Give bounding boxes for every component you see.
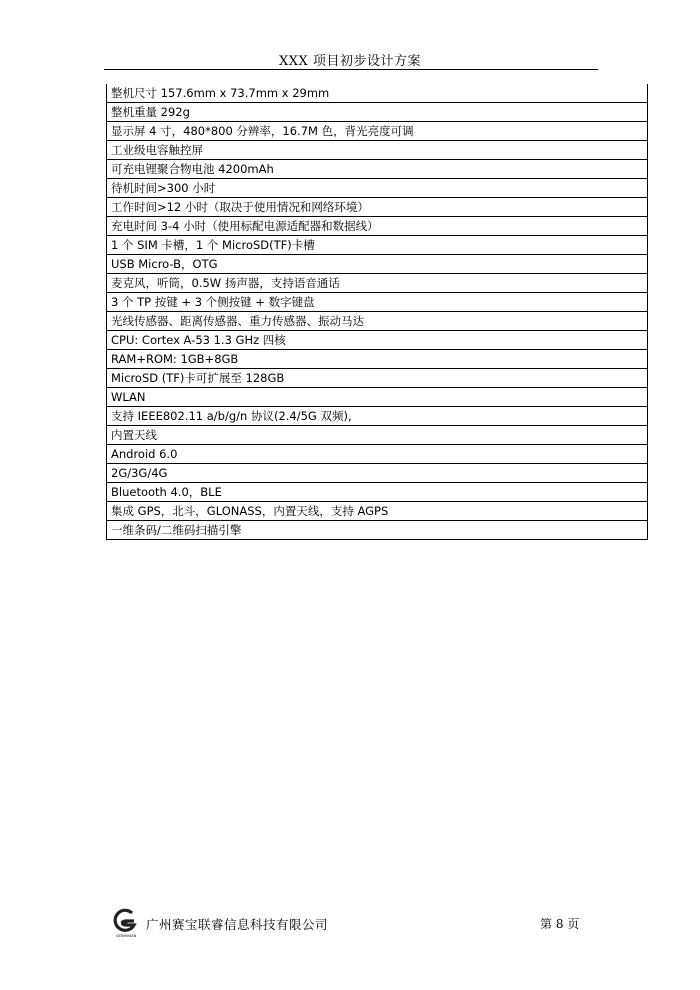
spec-cell: 充电时间 3-4 小时（使用标配电源适配器和数据线）: [107, 217, 648, 236]
document-title: XXX 项目初步设计方案: [279, 54, 421, 69]
table-row: [107, 369, 648, 388]
spec-table: [106, 84, 648, 540]
spec-cell: 整机尺寸 157.6mm x 73.7mm x 29mm: [107, 84, 648, 103]
table-row: [107, 84, 648, 103]
table-row: [107, 483, 648, 502]
table-row: [107, 293, 648, 312]
spec-cell: Bluetooth 4.0，BLE: [107, 483, 648, 502]
table-row: [107, 502, 648, 521]
table-row: [107, 103, 648, 122]
table-row: [107, 350, 648, 369]
spec-cell: RAM+ROM: 1GB+8GB: [107, 350, 648, 369]
table-row: [107, 198, 648, 217]
company-logo: [112, 908, 140, 938]
page-number: 第 8 页: [540, 917, 580, 931]
table-row: [107, 122, 648, 141]
spec-cell: 待机时间>300 小时: [107, 179, 648, 198]
table-row: [107, 255, 648, 274]
spec-cell: 2G/3G/4G: [107, 464, 648, 483]
table-row: [107, 388, 648, 407]
spec-cell: Android 6.0: [107, 445, 648, 464]
logo-text: GERMINIAN: [115, 934, 137, 938]
spec-cell: 工业级电容触控屏: [107, 141, 648, 160]
table-row: [107, 331, 648, 350]
spec-cell: 麦克风，听筒，0.5W 扬声器，支持语音通话: [107, 274, 648, 293]
table-row: [107, 407, 648, 426]
spec-cell: 光线传感器、距离传感器、重力传感器、振动马达: [107, 312, 648, 331]
table-row: [107, 426, 648, 445]
spec-cell: 集成 GPS，北斗，GLONASS，内置天线，支持 AGPS: [107, 502, 648, 521]
table-row: [107, 160, 648, 179]
spec-cell: 可充电锂聚合物电池 4200mAh: [107, 160, 648, 179]
spec-cell: 1 个 SIM 卡槽，1 个 MicroSD(TF)卡槽: [107, 236, 648, 255]
table-row: [107, 179, 648, 198]
header-divider: [104, 69, 598, 70]
spec-cell: 一维条码/二维码扫描引擎: [107, 521, 648, 540]
spec-cell: 内置天线: [107, 426, 648, 445]
table-row: [107, 312, 648, 331]
spec-cell: 支持 IEEE802.11 a/b/g/n 协议(2.4/5G 双频),: [107, 407, 648, 426]
table-row: [107, 217, 648, 236]
spec-cell: 整机重量 292g: [107, 103, 648, 122]
company-name: 广州赛宝联睿信息科技有限公司: [146, 917, 329, 932]
table-row: [107, 274, 648, 293]
spec-cell: CPU: Cortex A-53 1.3 GHz 四核: [107, 331, 648, 350]
spec-cell: 显示屏 4 寸，480*800 分辨率，16.7M 色，背光亮度可调: [107, 122, 648, 141]
spec-cell: MicroSD (TF)卡可扩展至 128GB: [107, 369, 648, 388]
table-row: [107, 236, 648, 255]
page-footer: [112, 908, 592, 938]
spec-cell: WLAN: [107, 388, 648, 407]
table-row: [107, 445, 648, 464]
spec-cell: 工作时间>12 小时（取决于使用情况和网络环境）: [107, 198, 648, 217]
spec-cell: 3 个 TP 按键 + 3 个侧按键 + 数字键盘: [107, 293, 648, 312]
table-row: [107, 464, 648, 483]
table-row: [107, 141, 648, 160]
table-row: [107, 521, 648, 540]
spec-cell: USB Micro-B，OTG: [107, 255, 648, 274]
